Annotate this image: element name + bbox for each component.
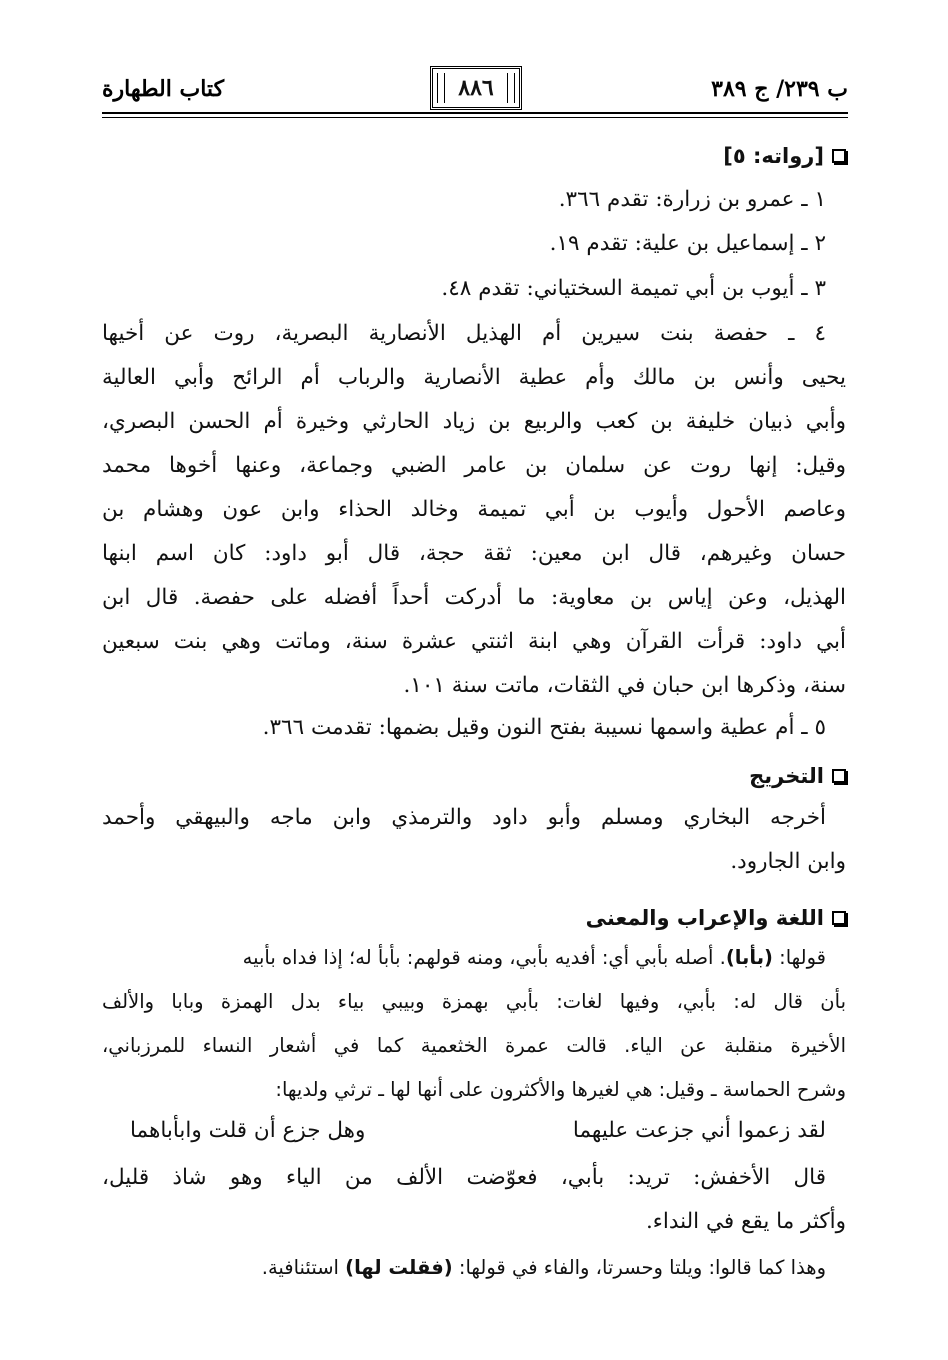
quoted-word-baba: (بأبا) <box>725 946 773 969</box>
narrator-item-4-line-3: وأبي ذبيان خليفة بن كعب والربيع بن زياد الحارثي وخيرة أم الحسن البصري، <box>102 409 846 434</box>
language-line-2: بأن قال له: بأبي، وفيها لغات: بأبي بهمزة وبيبي بياء بدل الهمزة وبابا والألف <box>102 990 846 1013</box>
takhrij-line-1: أخرجه البخاري ومسلم وأبو داود والترمذي وابن ماجه والبيهقي وأحمد <box>102 805 826 830</box>
narrator-item-4-line-8: أبي داود: قرأت القرآن وهي ابنة اثنتي عشرة سنة، وماتت وهي بنت سبعين <box>102 629 846 654</box>
last-line-pre: وهذا كما قالوا: ويلتا وحسرتا، والفاء في قولها: <box>452 1256 826 1279</box>
narrator-item-4-line-1: ٤ ـ حفصة بنت سيرين أم الهذيل الأنصارية البصرية، روت عن أخيها <box>102 321 826 346</box>
quoted-phrase-faqultu-laha: (فقلت لها) <box>345 1256 453 1279</box>
header-rule <box>102 112 848 114</box>
volume-reference: ب ٢٣٩/ ج ٣٨٩ <box>711 76 848 102</box>
narrator-item-4-line-4: وقيل: إنها روت عن سلمان بن عامر الضبي وجماعة، وعنها أخوها محمد <box>102 453 846 478</box>
verse-first-hemistich: لقد زعموا أني جزعت عليهما <box>572 1118 826 1143</box>
takhrij-heading <box>749 764 846 788</box>
narrators-heading-text: [رواته: ٥] <box>723 144 824 168</box>
language-line-1-post: . أصله بأبي أي: أفديه بأبي، ومنه قولهم: بأبأ له؛ إذا فداه بأبيه <box>242 946 726 969</box>
square-bullet-icon <box>832 149 846 163</box>
narrator-item-4-line-5: وعاصم الأحول وأيوب بن أبي تميمة وخالد الحذاء وابن عون وهشام بن <box>102 497 846 522</box>
narrator-item-4-line-2: يحيى وأنس بن مالك وأم عطية الأنصارية والرباب أم الرائح وأبي العالية <box>102 365 846 390</box>
verse-second-hemistich: وهل جزع أن قلت وابأباهما <box>130 1118 366 1143</box>
narrator-item-4-line-9: سنة، وذكرها ابن حبان في الثقات، ماتت سنة ١٠١. <box>403 673 846 698</box>
narrator-item-5: ٥ ـ أم عطية واسمها نسيبة بفتح النون وقيل بضمها: تقدمت ٣٦٦. <box>262 715 826 740</box>
language-line-4: وشرح الحماسة ـ وقيل: هي لغيرها والأكثرون على أنها لها ـ ترثي ولديها: <box>275 1078 846 1101</box>
language-line-3: الأخيرة منقلبة عن الياء. قالت عمرة الخثعمية كما في أشعار النساء للمرزباني، <box>102 1034 846 1057</box>
page-number <box>430 66 522 110</box>
header-rule-thin <box>102 117 848 118</box>
akhfash-line-1: قال الأخفش: تريد: بأبي، فعوّضت الألف من الياء وهو شاذ قليل، <box>102 1165 826 1190</box>
language-heading-text: اللغة والإعراب والمعنى <box>585 906 824 930</box>
narrator-item-3: ٣ ـ أيوب بن أبي تميمة السختياني: تقدم ٤٨. <box>441 276 826 301</box>
narrators-heading <box>723 144 846 168</box>
takhrij-heading-text: التخريج <box>749 764 824 788</box>
last-line-post: استئنافية. <box>261 1256 346 1279</box>
narrator-item-2: ٢ ـ إسماعيل بن علية: تقدم ١٩. <box>549 231 826 256</box>
akhfash-line-2: وأكثر ما يقع في النداء. <box>645 1209 846 1234</box>
narrator-item-4-line-7: الهذيل، وعن إياس بن معاوية: ما أدركت أحداً أفضله على حفصة. قال ابن <box>102 585 846 610</box>
square-bullet-icon <box>832 769 846 783</box>
language-last-line <box>262 1254 826 1282</box>
narrator-item-1: ١ ـ عمرو بن زرارة: تقدم ٣٦٦. <box>558 187 826 212</box>
book-title: كتاب الطهارة <box>102 76 225 102</box>
narrator-item-4-line-6: حسان وغيرهم، قال ابن معين: ثقة حجة، قال أبو داود: كان اسم ابنها <box>102 541 846 566</box>
square-bullet-icon <box>832 911 846 925</box>
language-line-1 <box>102 944 826 972</box>
takhrij-line-2: وابن الجارود. <box>730 849 846 874</box>
language-line-1-pre: قولها: <box>772 946 826 969</box>
language-heading <box>586 906 846 930</box>
page-number-text: ٨٨٦ <box>458 75 494 101</box>
